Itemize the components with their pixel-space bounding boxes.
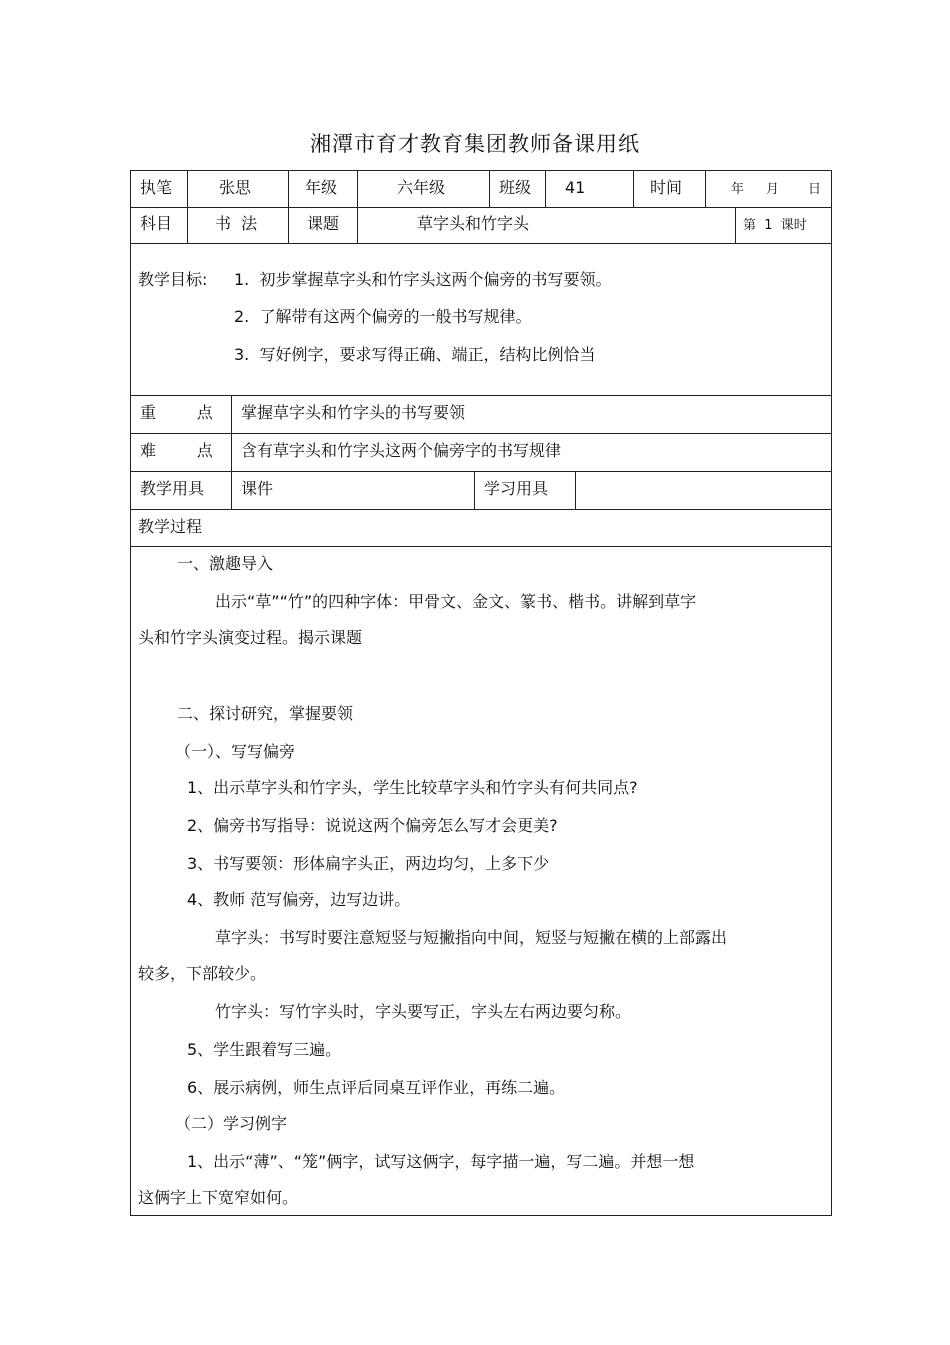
row-divider xyxy=(131,471,831,472)
process-line: 一、激趣导入 xyxy=(177,554,274,573)
subject-value: 书 法 xyxy=(215,214,258,233)
process-line: 竹字头：写竹字头时，字头要写正，字头左右两边要匀称。 xyxy=(215,1002,632,1021)
class-label: 班级 xyxy=(499,178,532,197)
row-divider xyxy=(131,433,831,434)
col-divider xyxy=(187,171,188,243)
time-year: 年 xyxy=(731,182,745,197)
row-divider xyxy=(131,207,831,208)
process-line: 6、展示病例，师生点评后同桌互评作业，再练二遍。 xyxy=(187,1078,566,1097)
class-value: 41 xyxy=(565,178,586,197)
col-divider xyxy=(288,171,289,243)
process-line: 这俩字上下宽窄如何。 xyxy=(138,1188,299,1207)
process-line: （一）、写写偏旁 xyxy=(175,742,296,761)
author-label: 执笔 xyxy=(140,178,173,197)
process-line: 3、书写要领：形体扁字头正，两边均匀，上多下少 xyxy=(187,854,550,873)
objective-item: 1. 初步掌握草字头和竹字头这两个偏旁的书写要领。 xyxy=(234,270,612,289)
objectives-label: 教学目标: xyxy=(138,270,208,289)
process-line: 二、探讨研究，掌握要领 xyxy=(177,704,354,723)
process-line: 较多，下部较少。 xyxy=(138,964,267,983)
process-line: 5、学生跟着写三遍。 xyxy=(187,1040,342,1059)
grade-value: 六年级 xyxy=(397,178,446,197)
col-divider xyxy=(231,395,232,509)
teaching-tools-value: 课件 xyxy=(241,479,274,498)
process-line: 1、出示草字头和竹字头，学生比较草字头和竹字头有何共同点? xyxy=(187,778,638,797)
teaching-tools-label: 教学用具 xyxy=(140,479,205,498)
row-divider xyxy=(131,243,831,244)
row-divider xyxy=(131,395,831,396)
row-divider xyxy=(131,546,831,547)
time-day: 日 xyxy=(808,182,822,197)
topic-value: 草字头和竹字头 xyxy=(417,214,530,233)
col-divider xyxy=(633,171,634,207)
topic-label: 课题 xyxy=(307,214,340,233)
process-line: 头和竹字头演变过程。揭示课题 xyxy=(138,628,363,647)
difficulty-label: 难 点 xyxy=(140,441,213,460)
process-line: 出示“草”“竹”的四种字体：甲骨文、金文、篆书、楷书。讲解到草字 xyxy=(215,592,697,611)
page-title: 湘潭市育才教育集团教师备课用纸 xyxy=(310,132,640,156)
objective-item: 2. 了解带有这两个偏旁的一般书写规律。 xyxy=(234,307,532,326)
difficulty-value: 含有草字头和竹字头这两个偏旁字的书写规律 xyxy=(241,441,562,460)
key-point-label: 重 点 xyxy=(140,403,213,422)
time-month: 月 xyxy=(766,182,780,197)
subject-label: 科目 xyxy=(140,214,173,233)
grade-label: 年级 xyxy=(305,178,338,197)
col-divider xyxy=(545,171,546,207)
time-label: 时间 xyxy=(650,178,683,197)
process-line: 1、出示“薄”、“笼”俩字，试写这俩字，每字描一遍，写二遍。并想一想 xyxy=(187,1152,695,1171)
learning-tools-label: 学习用具 xyxy=(484,479,549,498)
key-point-value: 掌握草字头和竹字头的书写要领 xyxy=(241,403,466,422)
lesson-period: 第 1 课时 xyxy=(743,218,807,233)
process-line: 草字头：书写时要注意短竖与短撇指向中间，短竖与短撇在横的上部露出 xyxy=(215,928,728,947)
objective-item: 3. 写好例字，要求写得正确、端正，结构比例恰当 xyxy=(234,345,596,364)
col-divider xyxy=(474,471,475,509)
author-value: 张思 xyxy=(219,178,252,197)
process-line: 4、教师 范写偏旁，边写边讲。 xyxy=(187,890,411,909)
col-divider xyxy=(705,171,706,207)
lesson-plan-table xyxy=(130,170,832,1216)
process-label: 教学过程 xyxy=(138,517,203,536)
col-divider xyxy=(575,471,576,509)
col-divider xyxy=(735,207,736,243)
row-divider xyxy=(131,509,831,510)
process-line: （二）学习例字 xyxy=(175,1114,288,1133)
process-line: 2、偏旁书写指导：说说这两个偏旁怎么写才会更美? xyxy=(187,816,558,835)
col-divider xyxy=(489,171,490,207)
col-divider xyxy=(357,171,358,243)
